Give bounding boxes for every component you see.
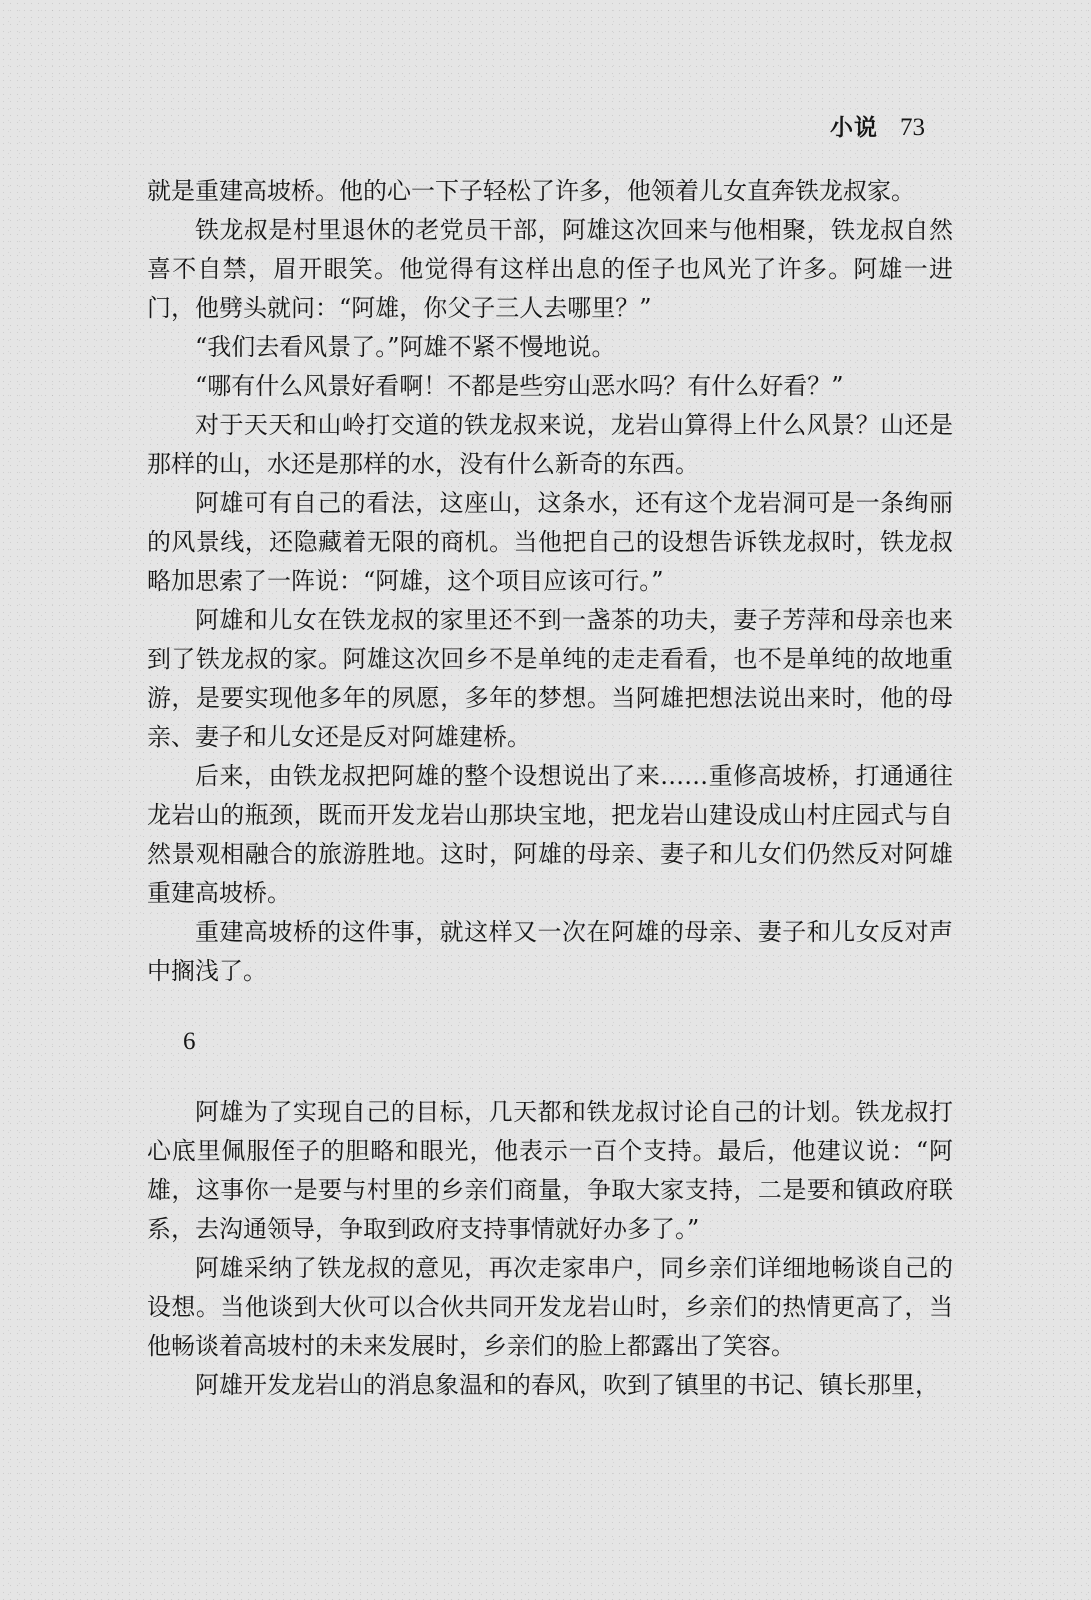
section-title: 小说: [830, 115, 878, 141]
paragraph: 阿雄和儿女在铁龙叔的家里还不到一盏茶的功夫，妻子芳萍和母亲也来到了铁龙叔的家。阿雄这次回乡不是单纯的走走看看，也不是单纯的故地重游，是要实现他多年的夙愿，多年的梦想。当阿雄把想法说出来时，他的母亲、妻子和儿女还是反对阿雄建桥。: [147, 606, 953, 751]
section-number: 6: [183, 1028, 196, 1055]
paragraph: “哪有什么风景好看啊！不都是些穷山恶水吗？有什么好看？”: [195, 372, 844, 400]
page-number: 73: [900, 114, 925, 141]
paragraph: 阿雄可有自己的看法，这座山，这条水，还有这个龙岩洞可是一条绚丽的风景线，还隐藏着无限的商机。当他把自己的设想告诉铁龙叔时，铁龙叔略加思索了一阵说：“阿雄，这个项目应该可行。”: [147, 489, 953, 595]
paragraph: “我们去看风景了。”阿雄不紧不慢地说。: [195, 333, 616, 361]
body-text: [147, 172, 953, 1405]
paragraph: 对于天天和山岭打交道的铁龙叔来说，龙岩山算得上什么风景？山还是那样的山，水还是那样的水，没有什么新奇的东西。: [147, 411, 953, 478]
paragraph: 铁龙叔是村里退休的老党员干部，阿雄这次回来与他相聚，铁龙叔自然喜不自禁，眉开眼笑。他觉得有这样出息的侄子也风光了许多。阿雄一进门，他劈头就问：“阿雄，你父子三人去哪里？”: [147, 216, 953, 322]
paragraph: 后来，由铁龙叔把阿雄的整个设想说出了来……重修高坡桥，打通通往龙岩山的瓶颈，既而开发龙岩山那块宝地，把龙岩山建设成山村庄园式与自然景观相融合的旅游胜地。这时，阿雄的母亲、妻子和儿女们仍然反对阿雄重建高坡桥。: [147, 762, 953, 907]
paragraph: 就是重建高坡桥。他的心一下子轻松了许多，他领着儿女直奔铁龙叔家。: [147, 177, 915, 205]
paragraph: 阿雄采纳了铁龙叔的意见，再次走家串户，同乡亲们详细地畅谈自己的设想。当他谈到大伙可以合伙共同开发龙岩山时，乡亲们的热情更高了，当他畅谈着高坡村的未来发展时，乡亲们的脸上都露出了笑容。: [147, 1254, 953, 1360]
paragraph: 阿雄开发龙岩山的消息象温和的春风，吹到了镇里的书记、镇长那里，: [195, 1371, 939, 1399]
paragraph: 重建高坡桥的这件事，就这样又一次在阿雄的母亲、妻子和儿女反对声中搁浅了。: [147, 918, 953, 985]
running-header: [830, 112, 925, 144]
paragraph: 阿雄为了实现自己的目标，几天都和铁龙叔讨论自己的计划。铁龙叔打心底里佩服侄子的胆略和眼光，他表示一百个支持。最后，他建议说：“阿雄，这事你一是要与村里的乡亲们商量，争取大家支持，二是要和镇政府联系，去沟通领导，争取到政府支持事情就好办多了。”: [147, 1098, 953, 1243]
